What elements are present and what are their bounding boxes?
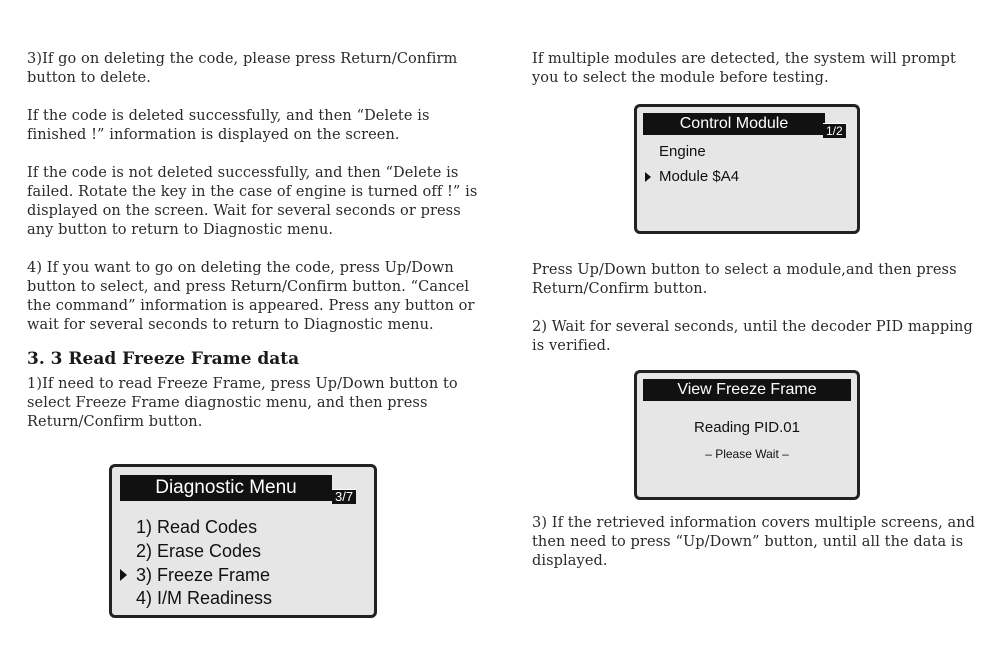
- paragraph-multiple-modules: If multiple modules are detected, the system will prompt you to select the module before testing.: [532, 51, 956, 86]
- selection-arrow-icon: [120, 569, 127, 581]
- control-module-title: Control Module: [643, 113, 825, 135]
- paragraph-multiple-screens: 3) If the retrieved information covers multiple screens, and then need to press “Up/Down” button, until all the data is displayed.: [532, 515, 976, 569]
- menu-item-read-codes[interactable]: 1) Read Codes: [136, 517, 258, 537]
- paragraph-cancel-delete: 4) If you want to go on deleting the code, press Up/Down button to select, and press Return/Confirm button. “Cancel the command” information is appeared. Press any button or wait for several seconds to return to Diagnostic menu.: [27, 260, 475, 333]
- control-module-pager: 1/2: [823, 123, 846, 138]
- module-item-a4[interactable]: Module $A4: [659, 168, 740, 185]
- diagnostic-menu-screen: [109, 464, 377, 618]
- menu-item-im-readiness[interactable]: 4) I/M Readiness: [136, 588, 273, 608]
- left-column: [27, 50, 487, 432]
- right-column-top: [532, 50, 977, 88]
- diagnostic-menu-title: Diagnostic Menu: [120, 475, 332, 501]
- selection-arrow-icon: [645, 172, 651, 182]
- paragraph-pid-mapping: 2) Wait for several seconds, until the decoder PID mapping is verified.: [532, 319, 973, 354]
- paragraph-read-freeze-frame: 1)If need to read Freeze Frame, press Up/Down button to select Freeze Frame diagnostic menu, and then press Return/Confirm button.: [27, 376, 458, 430]
- please-wait-text: – Please Wait –: [705, 447, 789, 461]
- right-column-middle: [532, 261, 977, 356]
- section-heading: 3. 3 Read Freeze Frame data: [27, 349, 300, 369]
- paragraph-delete-failed: If the code is not deleted successfully, and then “Delete is failed. Rotate the key in the case of engine is turned off !” is displayed on the screen. Wait for several seconds or press any button to return to Diagnostic menu.: [27, 165, 478, 238]
- freeze-frame-screen: [634, 370, 860, 500]
- paragraph-delete-success: If the code is deleted successfully, and then “Delete is finished !” information is displayed on the screen.: [27, 108, 430, 143]
- control-module-screen: [634, 104, 860, 234]
- reading-pid-text: Reading PID.01: [694, 419, 800, 436]
- menu-item-freeze-frame[interactable]: 3) Freeze Frame: [136, 565, 271, 585]
- freeze-frame-title: View Freeze Frame: [643, 379, 851, 401]
- right-column-bottom: [532, 514, 977, 571]
- paragraph-delete-confirm: 3)If go on deleting the code, please press Return/Confirm button to delete.: [27, 51, 458, 86]
- menu-item-erase-codes[interactable]: 2) Erase Codes: [136, 541, 262, 561]
- paragraph-select-module: Press Up/Down button to select a module,and then press Return/Confirm button.: [532, 262, 957, 297]
- diagnostic-menu-pager: 3/7: [332, 489, 356, 504]
- module-item-engine[interactable]: Engine: [659, 143, 706, 160]
